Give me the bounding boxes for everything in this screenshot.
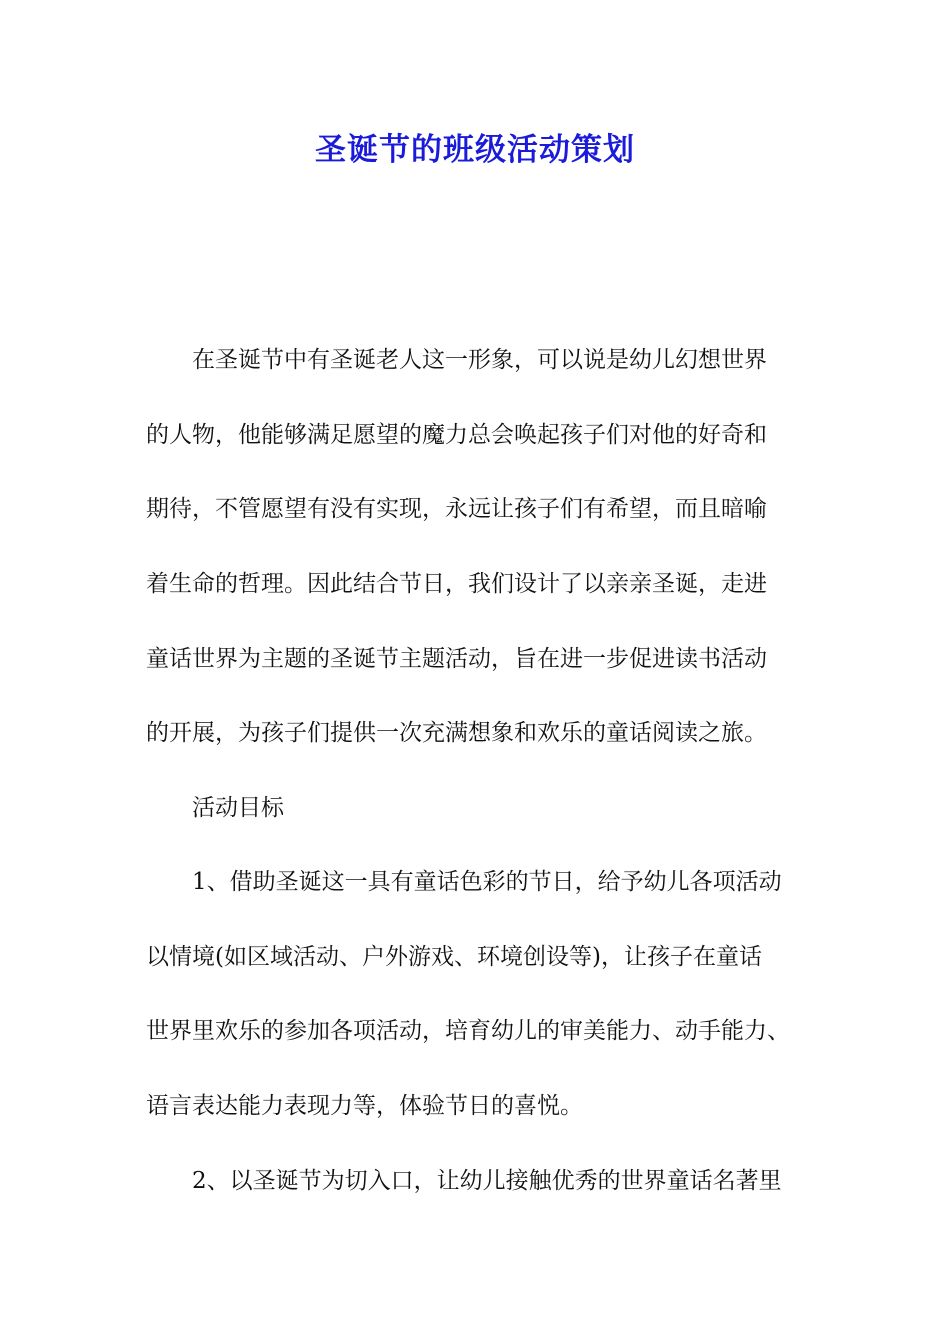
paragraph-line: 2、以圣诞节为切入口，让幼儿接触优秀的世界童话名著里	[192, 1168, 782, 1194]
paragraph-line: 世界里欢乐的参加各项活动，培育幼儿的审美能力、动手能力、	[146, 1018, 790, 1044]
section-heading: 活动目标	[192, 795, 284, 821]
paragraph-line: 着生命的哲理。因此结合节日，我们设计了以亲亲圣诞，走进	[146, 571, 767, 597]
paragraph-line: 语言表达能力表现力等，体验节日的喜悦。	[146, 1093, 583, 1119]
paragraph-line: 以情境(如区域活动、户外游戏、环境创设等)，让孩子在童话	[146, 944, 762, 970]
document-title: 圣诞节的班级活动策划	[315, 132, 635, 168]
paragraph-line: 1、借助圣诞这一具有童话色彩的节日，给予幼儿各项活动	[192, 869, 782, 895]
paragraph-line: 期待，不管愿望有没有实现，永远让孩子们有希望，而且暗喻	[146, 496, 767, 522]
paragraph-line: 的开展，为孩子们提供一次充满想象和欢乐的童话阅读之旅。	[146, 720, 767, 746]
paragraph-line: 的人物，他能够满足愿望的魔力总会唤起孩子们对他的好奇和	[146, 422, 767, 448]
paragraph-line: 在圣诞节中有圣诞老人这一形象，可以说是幼儿幻想世界	[192, 347, 767, 373]
paragraph-line: 童话世界为主题的圣诞节主题活动，旨在进一步促进读书活动	[146, 646, 767, 672]
